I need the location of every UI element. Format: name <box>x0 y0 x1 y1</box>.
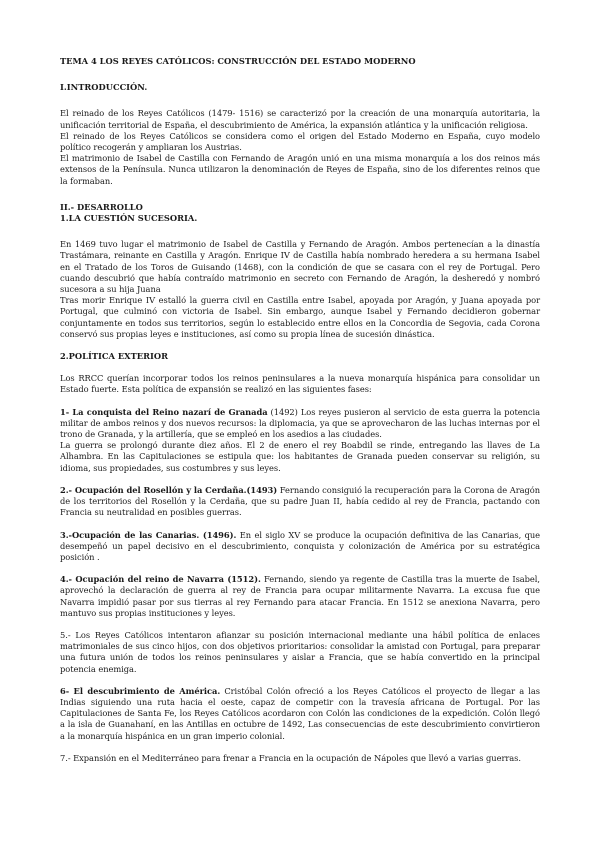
fase-3-lead: 3.-Ocupación de las Canarias. (1496). <box>60 529 237 540</box>
fase-1-text: (1492) Los reyes pusieron al servicio de esta guerra la potencia militar de ambos reinos y dos nuevos recursos: la diplomacia, ya que se aprovecharon de las luchas internas por el trono de Granada, y la artillería, que se empleó en los asedios a las ciudades. <box>60 406 540 440</box>
politica-exterior-intro: Los RRCC querían incorporar todos los reinos peninsulares a la nueva monarquía hispánica para consolidar un Estado fuerte. Esta política de expansión se realizó en las siguientes fases: <box>60 373 540 395</box>
fase-2-paragraph <box>60 485 540 519</box>
fase-4-text: Fernando, siendo ya regente de Castilla tras la muerte de Isabel, aprovechó la declaración de guerra al rey de Francia para ocupar militarmente Navarra. La excusa fue que Navarra impidió pasar por sus tierras al rey Fernando para atacar Francia. En 1512 se anexiona Navarra, pero mantuvo sus propias instituciones y leyes. <box>60 574 540 618</box>
sucesoria-heading: 1.LA CUESTIÓN SUCESORIA. <box>60 213 198 224</box>
fase-6-paragraph <box>60 686 540 742</box>
fase-5-paragraph: 5.- Los Reyes Católicos intentaron afianzar su posición internacional mediante una hábil política de enlaces matrimoniales de sus cinco hijos, con dos objetivos prioritarios: consolidar la amistad con Portugal, para preparar una futura unión de todos los reinos peninsulares y aislar a Francia, que se había convertido en la principal potencia enemiga. <box>60 629 540 674</box>
intro-paragraph-3: El matrimonio de Isabel de Castilla con Fernando de Aragón unió en una misma monarquía a los dos reinos más extensos de la Península. Nunca utilizaron la denominación de Reyes de España, sino de los diferentes reinos que la formaban. <box>60 153 540 186</box>
intro-heading: I.INTRODUCCIÓN. <box>60 82 148 93</box>
document-title: TEMA 4 LOS REYES CATÓLICOS: CONSTRUCCIÓN DEL ESTADO MODERNO <box>60 56 416 66</box>
fase-7-paragraph: 7.- Expansión en el Mediterráneo para frenar a Francia en la ocupación de Nápoles que llevó a varias guerras. <box>60 752 521 763</box>
fase-2-text: Fernando consiguió la recuperación para la Corona de Aragón de los territorios del Rosellón y la Cerdaña, que su padre Juan II, había cedido al rey de Francia, pactando con Francia su neutralidad en posibles guerras. <box>60 484 541 518</box>
politica-exterior-heading: 2.POLÍTICA EXTERIOR <box>60 351 168 362</box>
sucesoria-paragraph-1: En 1469 tuvo lugar el matrimonio de Isabel de Castilla y Fernando de Aragón. Ambos pertenecían a la dinastía Trastámara, reinante en Castilla y Aragón. Enrique IV de Castilla había nombrado heredera a su hermana Isabel en el Tratado de los Toros de Guisando (1468), con la condición de que se casara con el rey de Portugal. Pero cuando descubrió que había contraído matrimonio en secreto con Fernando de Aragón, la desheredó y nombró sucesora a su hija Juana <box>60 239 540 295</box>
fase-4-lead: 4.- Ocupación del reino de Navarra (1512). <box>60 574 261 585</box>
desarrollo-heading: II.- DESARROLLO <box>60 201 143 212</box>
sucesoria-paragraph-2: Tras morir Enrique IV estalló la guerra civil en Castilla entre Isabel, apoyada por Aragón, y Juana apoyada por Portugal, que culminó con victoria de Isabel. Sin embargo, aunque Isabel y Fernando decidieron gobernar conjuntamente en todos sus territorios, según lo establecido entre ellos en la Concordia de Segovia, cada Corona conservó sus propias leyes e instituciones, así como su propia línea de sucesión dinástica. <box>60 295 540 339</box>
intro-paragraph-1: El reinado de los Reyes Católicos (1479- 1516) se caracterizó por la creación de una monarquía autoritaria, la unificación territorial de España, el descubrimiento de América, la expansión atlántica y la unificación religiosa. <box>60 108 540 130</box>
intro-paragraph-2: El reinado de los Reyes Católicos se considera como el origen del Estado Moderno en España, cuyo modelo político recogerán y ampliaran los Austrias. <box>60 130 540 153</box>
fase-2-lead: 2.- Ocupación del Rosellón y la Cerdaña.(1493) <box>60 484 278 495</box>
fase-3-paragraph <box>60 530 540 564</box>
fase-1-lead: 1- La conquista del Reino nazarí de Granada <box>60 406 268 417</box>
fase-6-lead: 6- El descubrimiento de América. <box>60 685 221 696</box>
fase-3-text: En el siglo XV se produce la ocupación definitiva de las Canarias, que desempeñó un papel decisivo en el descubrimiento, conquista y colonización de América por su estratégica posición . <box>60 529 541 562</box>
fase-1-paragraph <box>60 407 540 441</box>
fase-1-paragraph-2: La guerra se prolongó durante diez años. El 2 de enero el rey Boabdil se rinde, entregando las llaves de La Alhambra. En las Capitulaciones se estipula que: los habitantes de Granada pueden conservar su religión, su idioma, sus propiedades, sus costumbres y sus leyes. <box>60 440 540 473</box>
fase-4-paragraph <box>60 574 540 619</box>
fase-6-text: Cristóbal Colón ofreció a los Reyes Católicos el proyecto de llegar a las Indias siguiendo una ruta hacia el oeste, capaz de competir con la travesía africana de Portugal. Por las Capitulaciones de Santa Fe, los Reyes Católicos acordaron con Colón las condiciones de la expedición. Colón llegó a la isla de Guanahaní, en las Antillas en octubre de 1492, Las consecuencias de este descubrimiento convirtieron a la monarquía hispánica en un gran imperio colonial. <box>60 685 540 741</box>
